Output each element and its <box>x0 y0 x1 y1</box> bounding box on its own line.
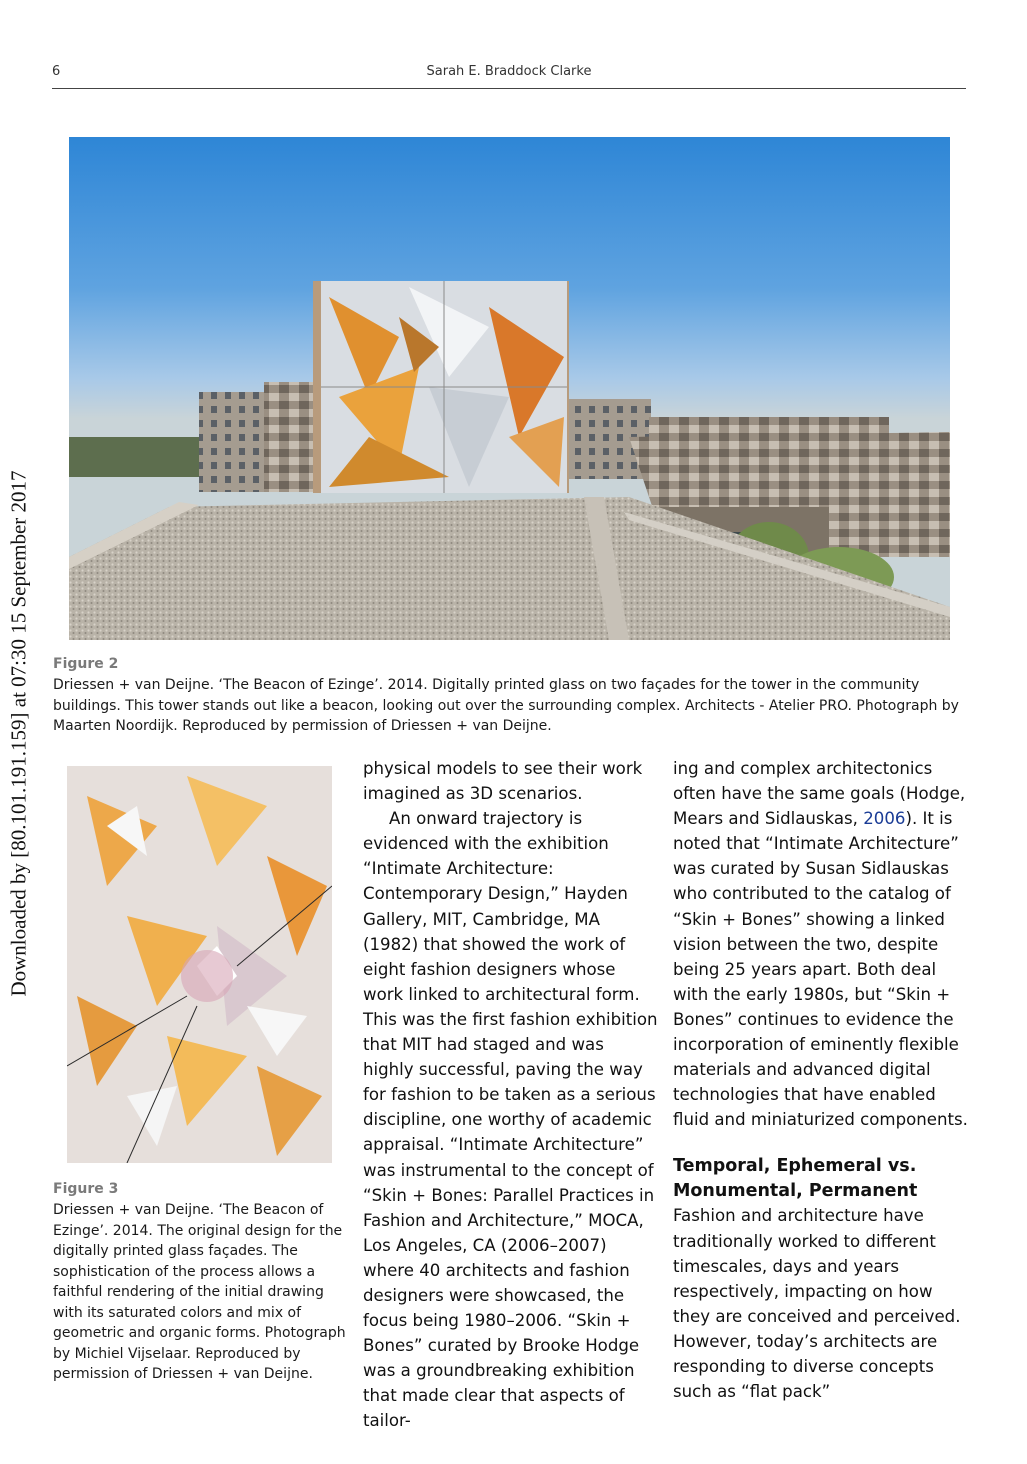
body-column-right <box>673 756 973 1404</box>
page-number: 6 <box>52 64 61 79</box>
body-text: ing and complex architectonics often have the same goals (Hodge, Mears and Sidlauskas, <box>673 759 966 829</box>
running-head: Sarah E. Braddock Clarke <box>426 64 592 79</box>
body-paragraph: physical models to see their work imagined as 3D scenarios. <box>363 759 643 804</box>
body-text: ). It is noted that “Intimate Architecture” was curated by Susan Sidlauskas who contributed to the catalog of “Skin + Bones” showing a linked vision between the two, despite being 25 years apart. Both deal with the early 1980s, but “Skin + Bones” continues to evidence the incorporation of eminently flexible materials and advanced digital technologies that have enabled fluid and miniaturized components. <box>673 809 968 1130</box>
figure-3-caption <box>53 1181 351 1385</box>
body-paragraph <box>673 756 973 1132</box>
figure-2-label: Figure 2 <box>53 656 119 672</box>
download-watermark <box>4 468 34 998</box>
figure-3-caption-text: Driessen + van Deijne. ‘The Beacon of Ezinge’. 2014. The original design for the digitally printed glass façades. The sophistication of the process allows a faithful rendering of the initial drawing with its saturated colors and mix of geometric and organic forms. Photograph by Michiel Vijselaar. Reproduced by permission of Driessen + van Deijne. <box>53 1202 346 1382</box>
download-watermark-text: Downloaded by [80.101.191.159] at 07:30 15 September 2017 <box>6 469 31 997</box>
figure-3-photo <box>67 766 332 1163</box>
figure-2-caption-text: Driessen + van Deijne. ‘The Beacon of Ezinge’. 2014. Digitally printed glass on two façades for the tower in the community buildings. This tower stands out like a beacon, looking out over the surrounding complex. Architects - Atelier PRO. Photograph by Maarten Noordijk. Reproduced by permission of Driessen + van Deijne. <box>53 677 959 734</box>
citation-link[interactable]: 2006 <box>863 809 906 829</box>
body-paragraph: An onward trajectory is evidenced with the exhibition “Intimate Architecture: Contemporary Design,” Hayden Gallery, MIT, Cambridge, MA (1982) that showed the work of eight fashion designers whose work linked to architectural form. This was the first fashion exhibition that MIT had staged and was highly successful, paving the way for fashion to be taken as a serious discipline, one worthy of academic appraisal. “Intimate Architecture” was instrumental to the concept of “Skin + Bones: Parallel Practices in Fashion and Architecture,” MOCA, Los Angeles, CA (2006–2007) where 40 architects and fashion designers were showcased, the focus being 1980–2006. “Skin + Bones” curated by Brooke Hodge was a groundbreaking exhibition that made clear that aspects of tailor- <box>363 809 658 1431</box>
body-paragraph: Fashion and architecture have traditionally worked to different timescales, days and years respectively, impacting on how they are conceived and perceived. However, today’s architects are responding to diverse concepts such as “flat pack” <box>673 1206 961 1402</box>
page-header <box>52 62 966 89</box>
section-heading: Temporal, Ephemeral vs. Monumental, Permanent <box>673 1156 918 1201</box>
figure-3-label: Figure 3 <box>53 1181 119 1197</box>
body-column-middle <box>363 756 659 1434</box>
figure-2-caption <box>53 656 963 737</box>
figure-2-photo <box>69 137 950 640</box>
